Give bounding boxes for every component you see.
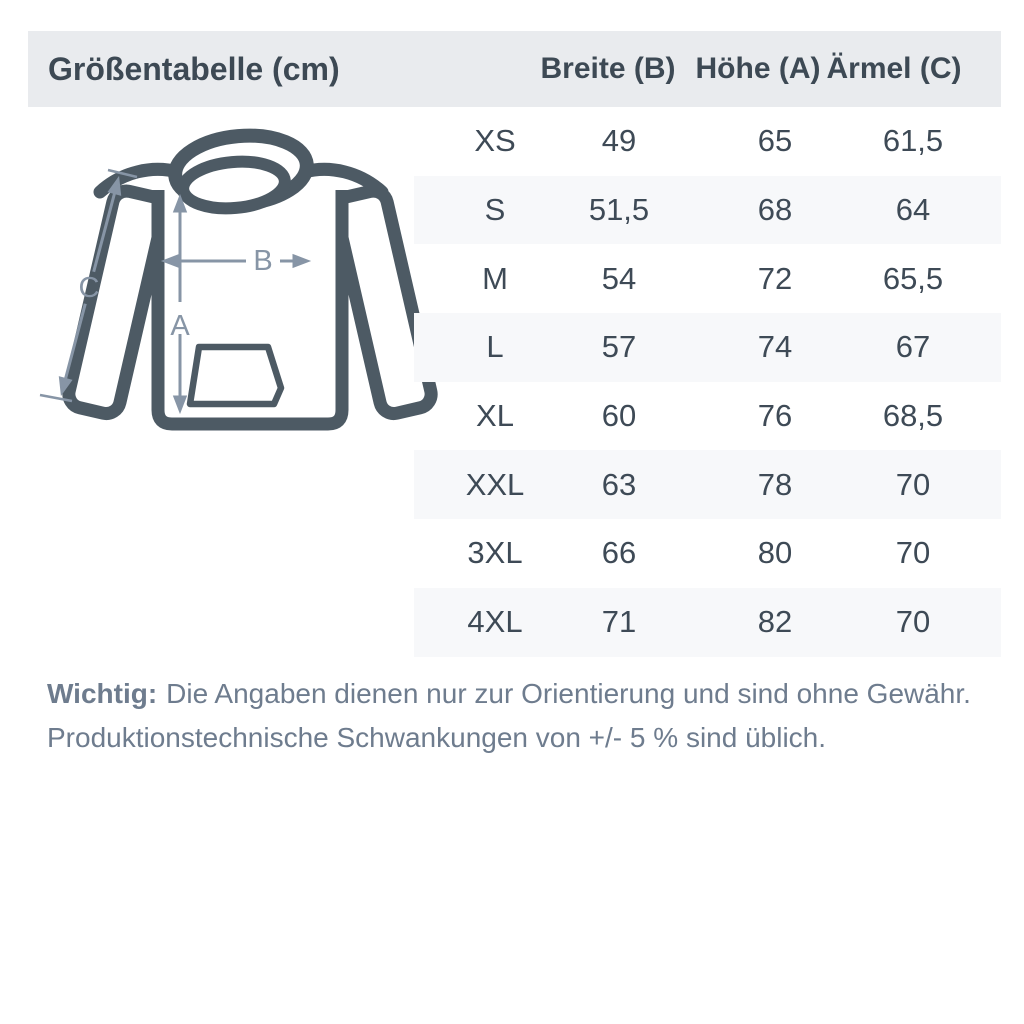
value-cell: 57 (601, 329, 637, 365)
value-cell: 82 (757, 604, 793, 640)
table-row (414, 313, 1001, 382)
size-cell: XL (476, 398, 514, 434)
size-cell: XS (474, 123, 516, 159)
value-cell: 49 (601, 123, 637, 159)
value-cell: 66 (601, 535, 637, 571)
value-cell: 61,5 (882, 123, 944, 159)
size-chart-table (414, 107, 1001, 657)
header-band (28, 31, 1001, 107)
size-cell: XXL (465, 466, 525, 502)
value-cell: 71 (601, 604, 637, 640)
hoodie-measure-diagram-icon (28, 112, 438, 462)
table-row (414, 519, 1001, 588)
value-cell: 67 (895, 329, 931, 365)
value-cell: 65 (757, 123, 793, 159)
dimension-label-b: B (253, 245, 273, 277)
table-row (414, 450, 1001, 519)
value-cell: 63 (601, 466, 637, 502)
table-row (414, 244, 1001, 313)
value-cell: 76 (757, 398, 793, 434)
disclaimer-line-1: Wichtig: Die Angaben dienen nur zur Orientierung und sind ohne Gewähr. (47, 678, 971, 709)
value-cell: 78 (757, 466, 793, 502)
table-row (414, 588, 1001, 657)
column-header-breite: Breite (B) (540, 52, 676, 85)
disclaimer-note (47, 672, 977, 760)
value-cell: 72 (757, 260, 793, 296)
hoodie-pocket (190, 347, 281, 404)
value-cell: 68 (757, 192, 793, 228)
value-cell: 70 (895, 466, 931, 502)
value-cell: 51,5 (588, 192, 650, 228)
disclaimer-line-2: Produktionstechnische Schwankungen von +/- 5 % sind üblich. (47, 722, 827, 753)
disclaimer-bold-word: Wichtig: (47, 678, 158, 709)
value-cell: 70 (895, 604, 931, 640)
table-row (414, 107, 1001, 176)
size-cell: 3XL (467, 535, 523, 571)
column-header-hoehe: Höhe (A) (695, 52, 821, 85)
size-cell: S (484, 192, 506, 228)
column-header-aermel: Ärmel (C) (826, 52, 962, 85)
value-cell: 74 (757, 329, 793, 365)
size-cell: L (486, 329, 504, 365)
dimension-label-a: A (170, 310, 190, 342)
page-title: Größentabelle (cm) (48, 51, 340, 87)
value-cell: 60 (601, 398, 637, 434)
value-cell: 68,5 (882, 398, 944, 434)
value-cell: 80 (757, 535, 793, 571)
value-cell: 54 (601, 260, 637, 296)
size-cell: 4XL (467, 604, 523, 640)
table-row (414, 382, 1001, 451)
value-cell: 70 (895, 535, 931, 571)
value-cell: 64 (895, 192, 931, 228)
size-cell: M (482, 260, 508, 296)
table-row (414, 176, 1001, 245)
dimension-label-c: C (78, 272, 100, 304)
value-cell: 65,5 (882, 260, 944, 296)
